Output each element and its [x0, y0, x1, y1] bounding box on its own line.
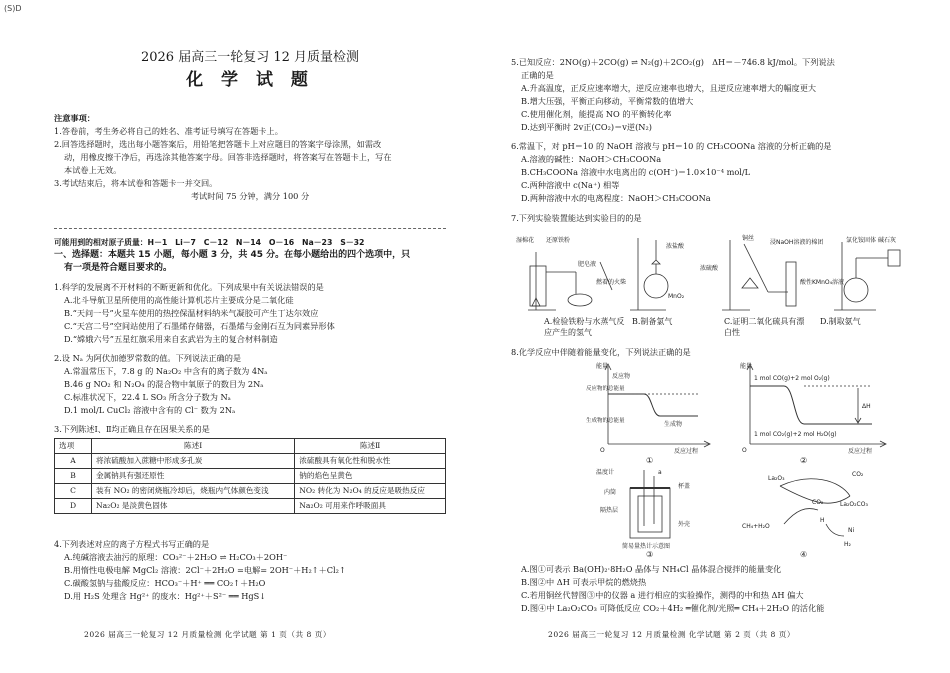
question-stem: 正确的是	[521, 70, 554, 80]
curve-label: 反应物的总能量	[586, 386, 625, 392]
section1-heading: 有一项是符合题目要求的。	[64, 263, 173, 273]
calorimeter-diagram	[586, 466, 716, 550]
option-d: D.图④中 La₂O₂CO₃ 可降低反应 CO₂＋4H₂ ═催化剂/光照═ CH₄＋2H₂O 的活化能	[521, 603, 825, 613]
option-b: B.制备氯气	[632, 317, 673, 326]
question-stem: 1.科学的发展离不开材料的不断更新和优化。下列成果中有关说法错误的是	[54, 282, 324, 292]
caption: 简易量热计示意图	[622, 543, 671, 550]
option-c: C.若用铜丝代替图③中的仪器 a 进行相应的实验操作，测得的中和热 ΔH 偏大	[521, 590, 804, 600]
outer-shell	[630, 488, 670, 538]
round-flask	[844, 278, 868, 302]
option-c: C.“天宫二号”空间站使用了石墨烯存储器，石墨烯与金刚石互为同素异形体	[64, 321, 335, 331]
table-cell: C	[55, 484, 92, 499]
option-b: B.用惰性电极电解 MgCl₂ 溶液：2Cl⁻＋2H₂O =电解= 2OH⁻＋H₂↑＋Cl₂↑	[64, 565, 346, 575]
notice-item: 本试卷上无效。	[64, 165, 122, 175]
option-d: D.制取氨气	[820, 317, 861, 326]
option-c: C.标准状况下，22.4 L SO₃ 所含分子数为 Nₐ	[64, 392, 231, 402]
axis-label: 能量	[740, 363, 753, 370]
table-cell: Na₂O₂ 是淡黄色固体	[92, 499, 295, 514]
table-header: 陈述Ⅱ	[295, 439, 446, 454]
option-a: A.纯碱溶液去油污的原理：CO₃²⁻＋2H₂O ⇌ H₂CO₃＋2OH⁻	[64, 552, 288, 562]
test-tube	[530, 266, 546, 306]
label: 酸性KMnO₄溶液	[800, 279, 845, 286]
corner-mark: (S)D	[4, 4, 22, 13]
origin-label: O	[600, 447, 605, 454]
option-d: D.达到平衡时 2v正(CO₂)＝v逆(N₂)	[521, 122, 652, 132]
origin-label: O	[742, 447, 747, 454]
option-d: D.1 mol/L CuCl₂ 溶液中含有的 Cl⁻ 数为 2Nₐ	[64, 405, 236, 415]
question-stem: 2.设 Nₐ 为阿伏加德罗常数的值。下列说法正确的是	[54, 353, 242, 363]
statement-table	[54, 438, 446, 514]
table-cell: 装有 NO₂ 的密闭烧瓶冷却后，烧瓶内气体颜色变浅	[92, 484, 295, 499]
question-stem: 6.常温下，对 pH＝10 的 NaOH 溶液与 pH＝10 的 CH₃COONa 溶液的分析正确的是	[511, 141, 832, 151]
curve-label: 1 mol CO(g)+2 mol O₂(g)	[754, 375, 830, 382]
atomic-masses: 可能用到的相对原子质量：H－1 Li－7 C－12 N－14 O－16 Na－23 S－32	[54, 238, 365, 247]
curve-label: 1 mol CO₂(g)+2 mol H₂O(g)	[754, 431, 837, 438]
question-4	[54, 538, 446, 603]
species-label: Ni	[848, 527, 855, 534]
subject-title: 化 学 试 题	[186, 70, 314, 90]
table-row	[55, 499, 446, 514]
notice-item: 1.答卷前，考生务必将自己的姓名、准考证号填写在答题卡上。	[54, 126, 283, 136]
figure-number: ④	[800, 550, 808, 559]
option-a: A.升高温度，正反应速率增大，逆反应速率也增大，且逆反应速率增大的幅度更大	[521, 83, 817, 93]
question-stem: 8.化学反应中伴随着能量变化，下列说法正确的是	[511, 347, 691, 357]
label: 肥皂液	[578, 261, 597, 268]
label: 隔热层	[600, 507, 619, 514]
exam-title: 2026 届高三一轮复习 12 月质量检测	[140, 50, 360, 65]
axis-label: 反应过程	[674, 448, 699, 455]
question-stem: 4.下列表述对应的离子方程式书写正确的是	[54, 539, 210, 549]
figure-number: ①	[646, 456, 654, 465]
divider-line	[54, 228, 446, 229]
option-d: D.用 H₂S 处理含 Hg²⁺ 的废水：Hg²⁺＋S²⁻ ══ HgS↓	[64, 591, 267, 601]
curve-label: 生成物	[664, 421, 683, 428]
question-3	[54, 423, 446, 514]
question-8	[511, 346, 903, 359]
option-c: C.碳酸氢钠与盐酸反应：HCO₃⁻＋H⁺ ══ CO₂↑＋H₂O	[64, 578, 266, 588]
notice-block	[54, 112, 446, 203]
page-footer-left: 2026 届高三一轮复习 12 月质量检测 化学试题 第 1 页（共 8 页）	[84, 630, 331, 639]
notice-item: 2.回答选择题时，选出每小题答案后，用铅笔把答题卡上对应题目的答案字母涂黑，如需改	[54, 139, 382, 149]
question-stem: 5.已知反应：2NO(g)＋2CO(g) ⇌ N₂(g)＋2CO₂(g) ΔH＝－746.8 kJ/mol。下列说法	[511, 57, 835, 67]
label: 氯化铵固体	[846, 237, 877, 244]
curve-label: 生成物的总能量	[586, 418, 625, 424]
option-b: B.CH₃COONa 溶液中水电离出的 c(OH⁻)＝1.0×10⁻⁴ mol/L	[521, 167, 751, 177]
cycle-arrow	[784, 509, 818, 524]
notice-item: 动，用橡皮擦干净后，再选涂其他答案字母。回答非选择题时，将答案写在答题卡上，写在	[64, 152, 392, 162]
section1-heading: 一、选择题：本题共 15 小题，每小题 3 分，共 45 分。在每小题给出的四个选项中，只	[54, 250, 411, 260]
label: 浸NaOH溶液的棉团	[770, 239, 824, 246]
species-label: CO₂	[852, 471, 864, 478]
label: 温度计	[596, 469, 615, 476]
option-a: A.溶液的碱性：NaOH＞CH₃COONa	[521, 154, 662, 164]
table-cell: 金属钠具有强还原性	[92, 469, 295, 484]
option-a: A.北斗导航卫星所使用的高性能计算机芯片主要成分是二氧化硅	[64, 295, 294, 305]
species-label: CO₂	[812, 499, 824, 506]
table-cell: 浓硫酸具有氧化性和脱水性	[295, 454, 446, 469]
question-stem: 3.下列陈述Ⅰ、Ⅱ均正确且存在因果关系的是	[54, 424, 210, 434]
table-cell: NO₂ 转化为 N₂O₄ 的反应是吸热反应	[295, 484, 446, 499]
page-footer-right: 2026 届高三一轮复习 12 月质量检测 化学试题 第 2 页（共 8 页）	[548, 630, 795, 639]
notice-heading: 注意事项：	[54, 113, 95, 123]
species-label: La₂O₂CO₃	[840, 501, 868, 508]
figure-number: ②	[800, 456, 808, 465]
delta-h-label: ΔH	[862, 403, 871, 410]
catalytic-cycle-diagram	[740, 466, 890, 550]
table-row	[55, 484, 446, 499]
evaporating-dish	[568, 294, 592, 306]
question-5	[511, 56, 903, 134]
label: 碱石灰	[878, 237, 897, 244]
curve-label: 反应物	[612, 373, 631, 380]
question-7	[511, 212, 903, 225]
label: 外壳	[678, 521, 691, 528]
option-a: A.检验铁粉与水蒸气反应产生的氢气	[544, 317, 625, 337]
table-row	[55, 469, 446, 484]
round-flask	[644, 274, 668, 298]
label: 还原铁粉	[546, 237, 571, 244]
apparatus-figure	[516, 232, 906, 314]
option-b: B.图②中 ΔH 可表示甲烷的燃烧热	[521, 577, 647, 587]
table-cell: B	[55, 469, 92, 484]
label: MnO₂	[668, 293, 685, 300]
table-row	[55, 454, 446, 469]
label: 浓硫酸	[700, 265, 719, 272]
label: 浓盐酸	[666, 243, 685, 250]
question-6	[511, 140, 903, 205]
drying-tube	[888, 250, 900, 266]
option-b: B.增大压强，平衡正向移动，平衡常数的值增大	[521, 96, 694, 106]
test-tube	[786, 262, 796, 306]
species-label: CH₄+H₂O	[742, 523, 770, 530]
species-label: H	[820, 517, 825, 524]
axis-label: 能量	[596, 363, 609, 370]
option-a: A.常温常压下，7.8 g 的 Na₂O₂ 中含有的离子数为 4Nₐ	[64, 366, 268, 376]
option-d: D.“嫦娥六号”五星红旗采用来自玄武岩为主的复合材料制造	[64, 334, 278, 344]
table-cell: A	[55, 454, 92, 469]
label: 铜丝	[742, 235, 755, 242]
table-cell: Na₂O₂ 可用来作呼吸面具	[295, 499, 446, 514]
question-stem: 7.下列实验装置能达到实验目的的是	[511, 213, 642, 223]
exam-time: 考试时间 75 分钟，满分 100 分	[190, 191, 310, 201]
label: 杯盖	[678, 483, 691, 490]
option-a: A.图①可表示 Ba(OH)₂·8H₂O 晶体与 NH₄Cl 晶体混合搅拌的能量变化	[521, 564, 782, 574]
option-b: B.“天问一号”火星车使用的热控保温材料纳米气凝胶可产生丁达尔效应	[64, 308, 319, 318]
table-cell: 将浓硫酸加入蔗糖中形成多孔炭	[92, 454, 295, 469]
figure-number: ③	[646, 550, 654, 559]
question-2	[54, 352, 446, 417]
axis-label: 反应过程	[848, 448, 873, 455]
label: 燃着的火柴	[596, 279, 627, 286]
species-label: H₂	[844, 541, 851, 548]
table-header: 选项	[55, 439, 92, 454]
label: 内筒	[604, 489, 617, 496]
inner-cup	[638, 496, 662, 532]
question-1	[54, 281, 446, 346]
option-d: D.两种溶液中水的电离程度：NaOH＞CH₃COONa	[521, 193, 711, 203]
table-cell: D	[55, 499, 92, 514]
energy-diagram-1	[586, 360, 714, 456]
energy-diagram-2	[740, 360, 890, 456]
cycle-arrow	[780, 479, 850, 496]
species-label: La₂O₃	[768, 475, 785, 482]
option-c: C.两种溶液中 c(Na⁺) 相等	[521, 180, 620, 190]
table-cell: 钠的焰色呈黄色	[295, 469, 446, 484]
option-c: C.使用催化剂，能提高 NO 的平衡转化率	[521, 109, 672, 119]
label: 湿棉花	[516, 237, 535, 244]
label: a	[658, 469, 662, 476]
dropping-funnel	[652, 240, 660, 264]
option-c: C.证明二氧化硫具有漂白性	[724, 317, 805, 337]
table-header: 陈述Ⅰ	[92, 439, 295, 454]
option-b: B.46 g NO₂ 和 N₂O₄ 的混合物中氧原子的数目为 2Nₐ	[64, 379, 264, 389]
notice-item: 3.考试结束后，将本试卷和答题卡一并交回。	[54, 178, 218, 188]
q8-options	[511, 563, 903, 615]
section1-block	[54, 236, 446, 275]
